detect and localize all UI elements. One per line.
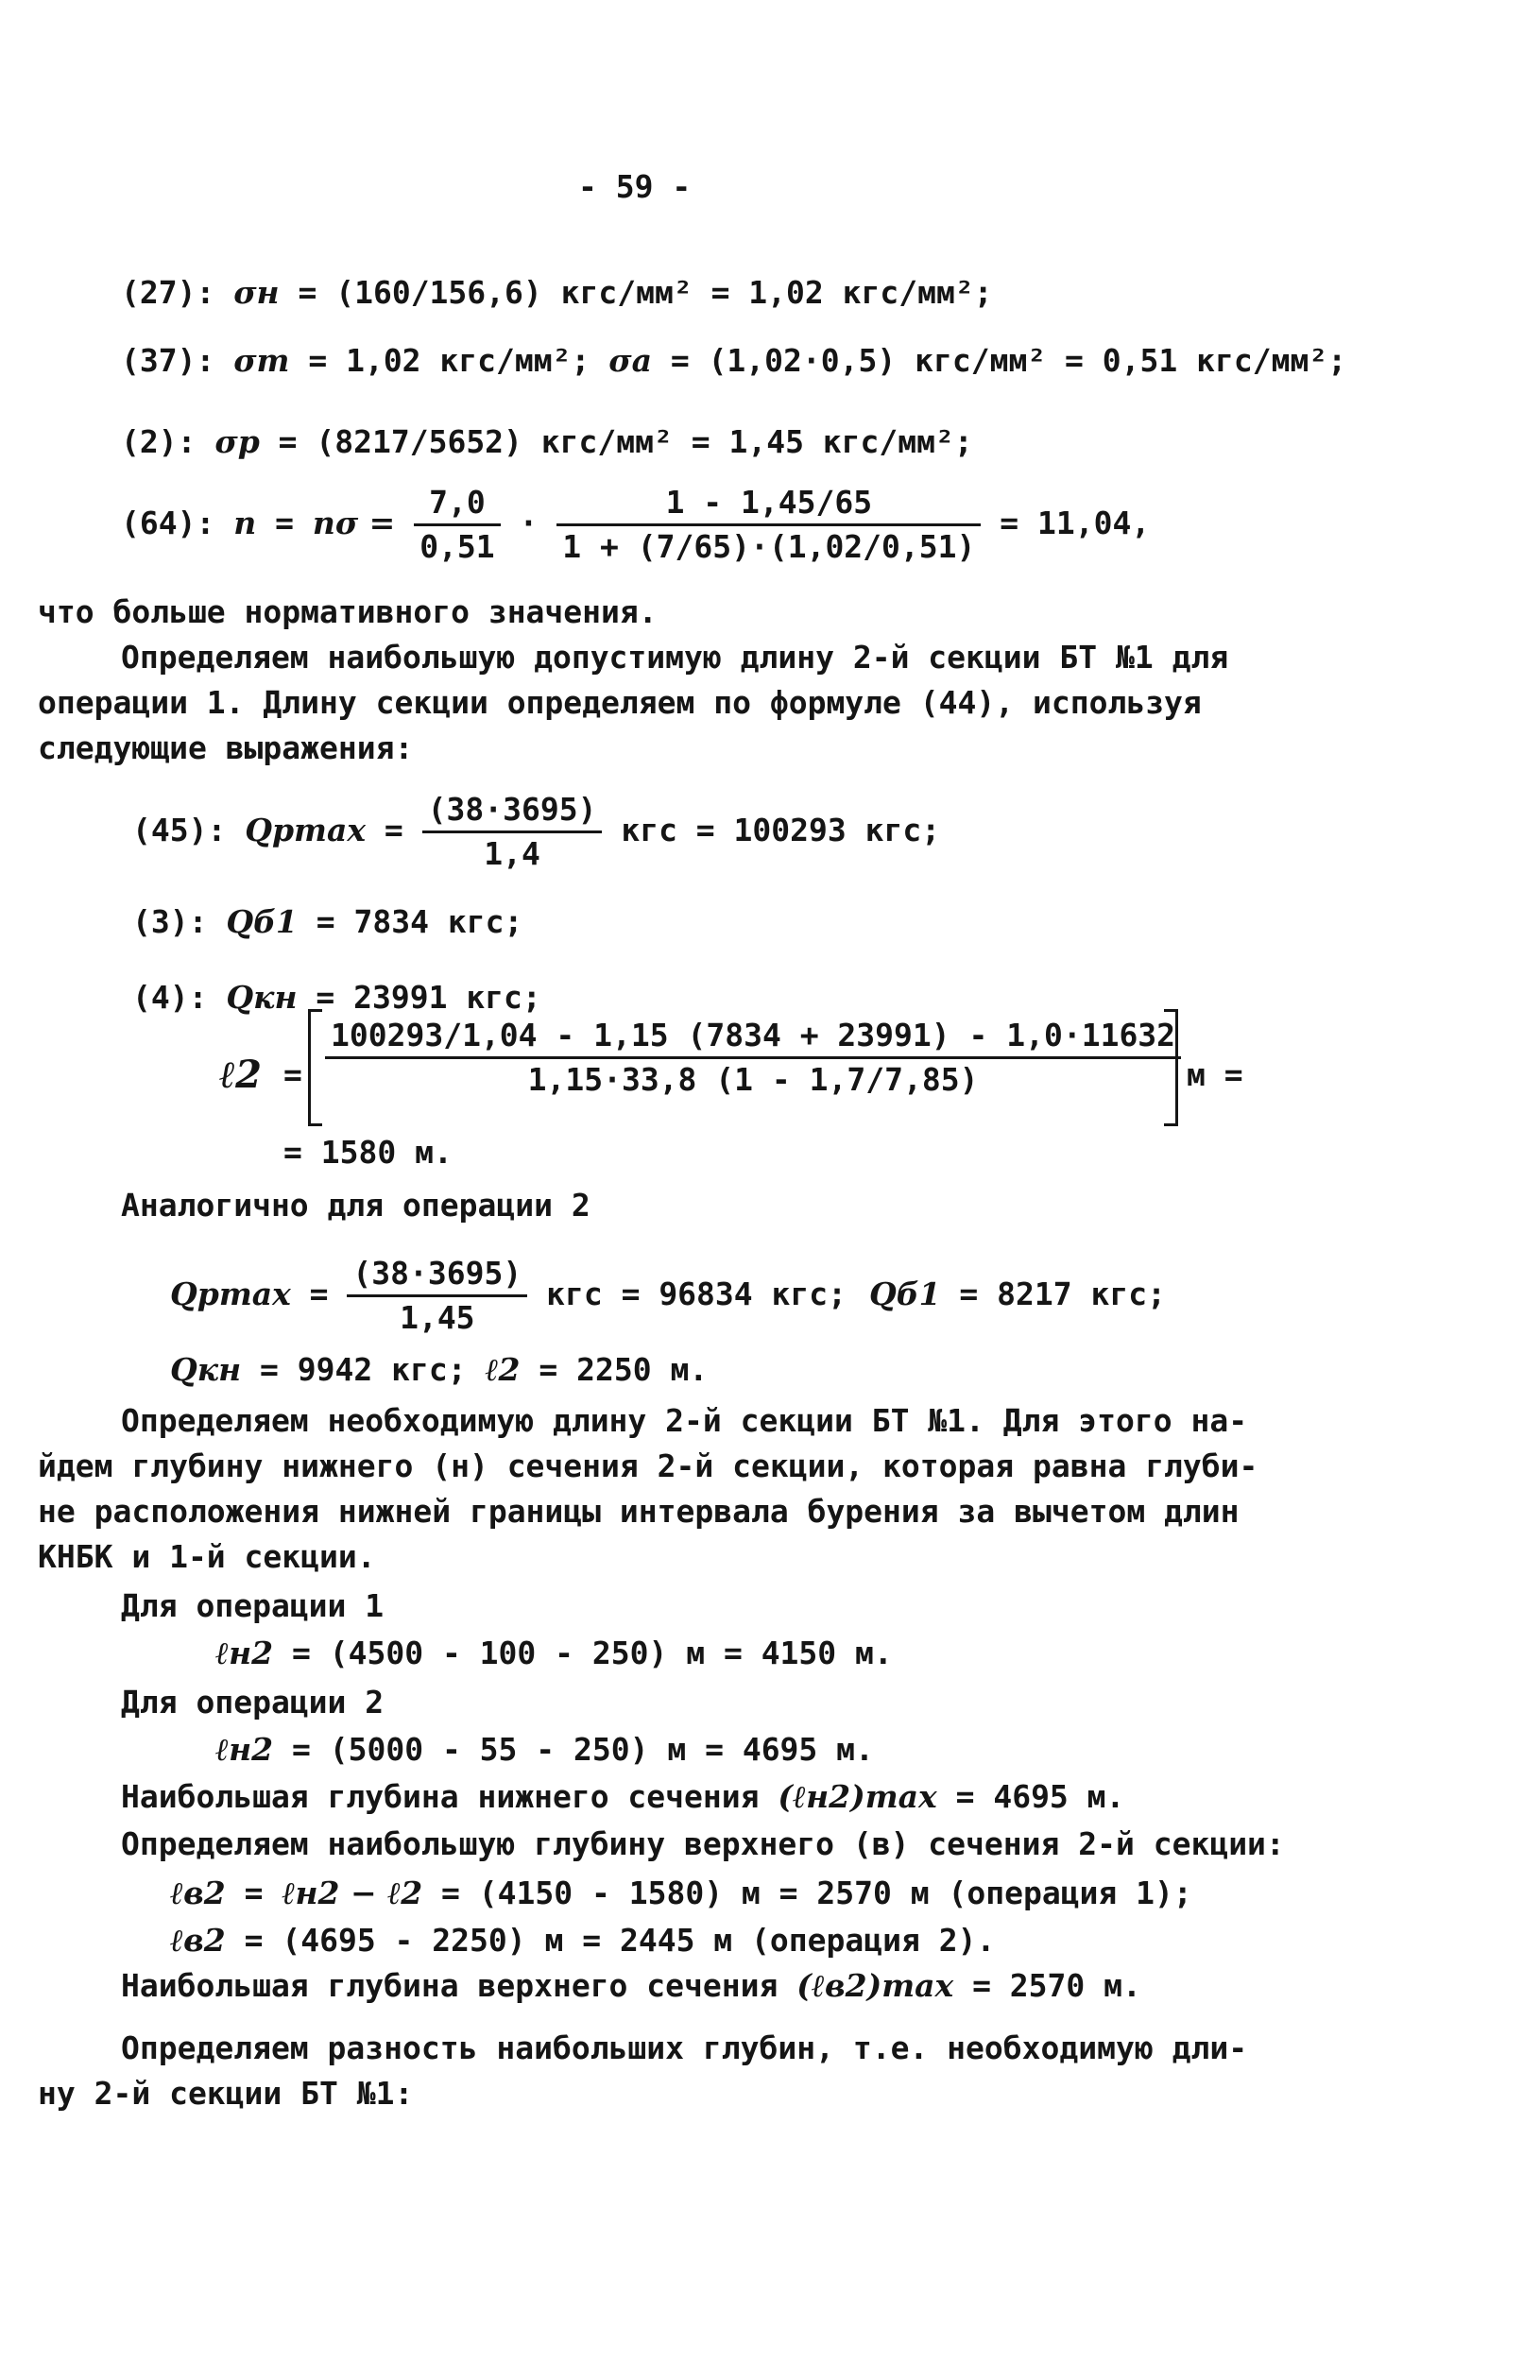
symbol-l-n2: ℓн2: [215, 1731, 274, 1768]
paragraph-2-line-1: Определяем необходимую длину 2-й секции БТ №1. Для этого на-: [121, 1402, 1248, 1439]
fraction: [325, 1015, 1181, 1101]
paragraph-1-line-3: следующие выражения:: [38, 729, 414, 766]
equation-27: [121, 274, 993, 312]
eq-rhs: кгс = 96834 кгс;: [546, 1276, 847, 1312]
operation-1-label: Для операции 1: [121, 1587, 385, 1624]
eq-sign: =: [384, 812, 403, 848]
symbol-n: n: [233, 505, 257, 541]
fraction-2-numerator: 1 - 1,45/65: [556, 482, 981, 526]
fraction: [347, 1253, 527, 1339]
fraction-denominator: 1,45: [400, 1299, 475, 1336]
fraction-denominator: 1,4: [484, 835, 540, 872]
eq-label: (64):: [121, 505, 215, 541]
symbol-l2: ℓ2: [219, 1053, 262, 1097]
text-line: Определяем наибольшую глубину верхнего (в) сечения 2-й секции:: [121, 1825, 1285, 1862]
fraction-numerator: (38·3695): [422, 789, 603, 833]
symbol-l-n2-minus-l2: ℓн2 − ℓ2: [282, 1875, 423, 1911]
eq-sign: =: [283, 1056, 302, 1093]
l2-fraction: [325, 1015, 1181, 1101]
eq-rhs: = (8217/5652) кгс/мм² = 1,45 кгс/мм²;: [278, 423, 973, 460]
eq-result: = 11,04,: [1000, 505, 1151, 541]
paragraph-1-line-2: операции 1. Длину секции определяем по формуле (44), используя: [38, 684, 1202, 721]
max-lower-text: Наибольшая глубина нижнего сечения: [121, 1778, 760, 1815]
symbol-l-v2: ℓв2: [170, 1875, 226, 1911]
eq-rhs: = 2570 м.: [972, 1967, 1141, 2004]
eq-rhs: = 8217 кгс;: [959, 1276, 1166, 1312]
paragraph-1-line-1: Определяем наибольшую допустимую длину 2-й секции БТ №1 для: [121, 639, 1229, 676]
eq-rhs: = (5000 - 55 - 250) м = 4695 м.: [292, 1731, 874, 1768]
fraction-1-denominator: 0,51: [419, 528, 495, 565]
max-upper-depth: [121, 1967, 1141, 2005]
eq-rhs: = 23991 кгс;: [316, 979, 541, 1016]
eq-rhs: кгс = 100293 кгс;: [621, 812, 941, 848]
eq-label: (4):: [132, 979, 208, 1016]
eq-rhs: = 7834 кгс;: [316, 903, 523, 940]
eq-sign: =: [309, 1276, 329, 1312]
symbol-q-b1: Qб1: [869, 1276, 941, 1312]
paragraph-2-line-3: не расположения нижней границы интервала бурения за вычетом длин: [38, 1493, 1240, 1530]
eq-rhs-1: = 1,02 кгс/мм²;: [308, 342, 590, 379]
symbol-sigma-a: σa: [608, 342, 652, 379]
eq-label: (45):: [132, 812, 227, 848]
page-number: - 59 -: [578, 168, 692, 205]
symbol-l2: ℓ2: [485, 1351, 521, 1388]
equation-op2-qpmax: [170, 1253, 847, 1339]
symbol-q-kn: Qкн: [170, 1351, 242, 1388]
eq-rhs: = 9942 кгс;: [260, 1351, 467, 1388]
eq-rhs: = (4150 - 1580) м = 2570 м (операция 1);: [441, 1875, 1192, 1911]
paragraph-2-line-2: йдем глубину нижнего (н) сечения 2-й секции, которая равна глуби-: [38, 1447, 1258, 1484]
eq-result: = 1580 м.: [283, 1134, 453, 1171]
symbol-n-sigma: nσ =: [312, 505, 396, 541]
equation-64: [121, 482, 1150, 568]
equation-op2-qkn: [170, 1351, 708, 1389]
text-line: Аналогично для операции 2: [121, 1187, 590, 1224]
fraction-2: [556, 482, 981, 568]
equation-2: [121, 423, 973, 461]
eq-rhs: = 4695 м.: [955, 1778, 1125, 1815]
eq-label: (2):: [121, 423, 197, 460]
paragraph-3-line-1: Определяем разность наибольших глубин, т.е. необходимую дли-: [121, 2029, 1248, 2066]
symbol-sigma-p: σр: [214, 423, 260, 460]
eq-rhs: = 2250 м.: [539, 1351, 709, 1388]
equation-3: [132, 903, 522, 941]
symbol-l-n2: ℓн2: [215, 1635, 274, 1671]
symbol-q-kn: Qкн: [226, 979, 298, 1016]
eq-sign: =: [244, 1875, 264, 1911]
symbol-sigma-m: σm: [233, 342, 290, 379]
symbol-l-v2: ℓв2: [170, 1922, 226, 1959]
fraction-1-numerator: 7,0: [414, 482, 500, 526]
symbol-q-pmax: Qpmax: [170, 1276, 291, 1312]
upper-depth-op1: [170, 1875, 1192, 1912]
paragraph-3-line-2: ну 2-й секции БТ №1:: [38, 2075, 414, 2112]
upper-depth-op2: [170, 1922, 995, 1960]
symbol-l-n2-max: (ℓн2)max: [778, 1778, 937, 1815]
equation-4: [132, 979, 541, 1017]
unit-label: м =: [1187, 1056, 1243, 1093]
fraction-numerator: 100293/1,04 - 1,15 (7834 + 23991) - 1,0·11632: [325, 1015, 1181, 1059]
eq-label: (37):: [121, 342, 215, 379]
eq-label: (3):: [132, 903, 208, 940]
multiply-dot: ·: [519, 505, 539, 541]
equation-37: [121, 342, 1346, 380]
symbol-l-v2-max: (ℓв2)max: [796, 1967, 954, 2004]
eq-rhs: = (4500 - 100 - 250) м = 4150 м.: [292, 1635, 893, 1671]
text-line: что больше нормативного значения.: [38, 593, 658, 630]
eq-rhs: = (160/156,6) кгс/мм² = 1,02 кгс/мм²;: [298, 274, 993, 311]
operation-2-label: Для операции 2: [121, 1684, 385, 1721]
equation-op2-qb1: [869, 1276, 1166, 1313]
eq-rhs: = (4695 - 2250) м = 2445 м (операция 2).: [244, 1922, 996, 1959]
paragraph-2-line-4: КНБК и 1-й секции.: [38, 1538, 376, 1575]
fraction: [422, 789, 603, 875]
right-bracket: [1164, 1009, 1178, 1126]
fraction-2-denominator: 1 + (7/65)·(1,02/0,51): [562, 528, 976, 565]
fraction-numerator: (38·3695): [347, 1253, 527, 1297]
left-bracket: [308, 1009, 322, 1126]
fraction-1: [414, 482, 500, 568]
equation-45: [132, 789, 940, 875]
fraction-denominator: 1,15·33,8 (1 - 1,7/7,85): [527, 1061, 979, 1098]
symbol-q-pmax: Qpmax: [245, 812, 367, 848]
operation-1-equation: [215, 1635, 893, 1672]
eq-label: (27):: [121, 274, 215, 311]
eq-sign: =: [275, 505, 294, 541]
eq-rhs-2: = (1,02·0,5) кгс/мм² = 0,51 кгс/мм²;: [670, 342, 1347, 379]
max-upper-text: Наибольшая глубина верхнего сечения: [121, 1967, 779, 2004]
operation-2-equation: [215, 1731, 874, 1769]
symbol-sigma-n: σн: [233, 274, 280, 311]
max-lower-depth: [121, 1778, 1124, 1816]
symbol-q-b1: Qб1: [226, 903, 298, 940]
